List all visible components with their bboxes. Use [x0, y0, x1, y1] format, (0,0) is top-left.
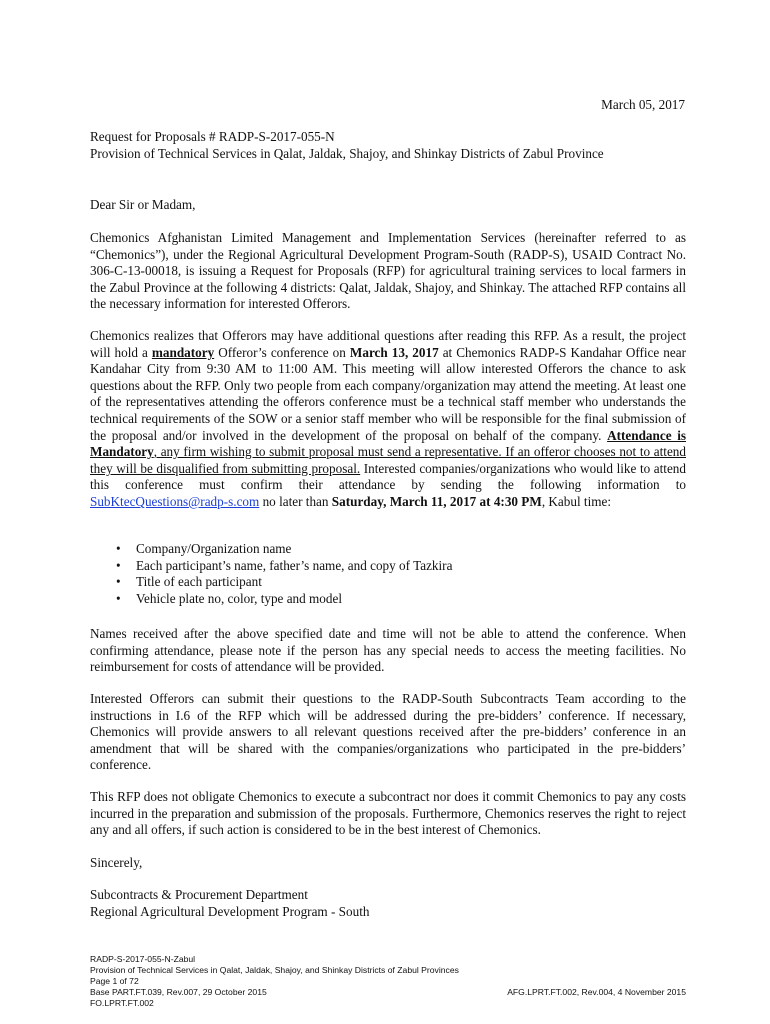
- obligation-paragraph: This RFP does not obligate Chemonics to execute a subcontract nor does it commit Chemonics to pay any costs incurred in the preparation and submission of the proposals. Furthermore, Chemonics reserves the right to reject any and all offers, if such action is considered to be in the best interest of Chemonics.: [90, 789, 686, 838]
- list-item: • Each participant’s name, father’s name, and copy of Tazkira: [90, 558, 686, 575]
- footer-ref: RADP-S-2017-055-N-Zabul: [90, 954, 196, 964]
- mandatory-emphasis: mandatory: [151, 344, 215, 360]
- conference-date: March 13, 2017: [349, 344, 439, 360]
- text-run: no later than: [259, 493, 332, 509]
- text-run: Offeror’s conference on: [214, 344, 350, 360]
- page-footer: [90, 954, 686, 1009]
- deadline: Saturday, March 11, 2017 at 4:30 PM: [331, 493, 542, 509]
- letter-date: March 05, 2017: [601, 97, 685, 112]
- list-item: • Title of each participant: [90, 574, 686, 591]
- footer-form-id: FO.LPRT.FT.002: [90, 998, 154, 1008]
- list-item: • Vehicle plate no, color, type and model: [90, 591, 686, 608]
- signature-department: Subcontracts & Procurement Department: [90, 887, 308, 902]
- letter-header: [90, 129, 686, 162]
- conference-paragraph: [90, 328, 686, 511]
- intro-paragraph: Chemonics Afghanistan Limited Management and Implementation Services (hereinafter referred to as “Chemonics”), under the Regional Agricultural Development Program-South (RADP-S), USAID Contract No. 306-C-13-00018, is issuing a Request for Proposals (RFP) for agricultural training services to local farmers in the Zabul Province at the following 4 districts: Qalat, Jaldak, Shajoy, and Shinkay. The attached RFP contains all the necessary information for interested Offerors.: [90, 230, 686, 312]
- list-item: • Company/Organization name: [90, 541, 686, 558]
- salutation: Dear Sir or Madam,: [90, 197, 196, 212]
- email-link[interactable]: SubKtecQuestions@radp-s.com: [90, 493, 260, 509]
- late-names-paragraph: Names received after the above specified date and time will not be able to attend the conference. When confirming attendance, please note if the person has any special needs to access the meeting facilities. No reimbursement for costs of attendance will be provided.: [90, 626, 686, 675]
- text-run: , Kabul time:: [541, 493, 612, 509]
- text-run: Interested companies/organizations who would like to attend this conference must confirm their attendance by sending the following information to: [90, 460, 686, 493]
- closing: Sincerely,: [90, 855, 143, 870]
- attendance-mandatory: Attendance is Mandatory: [90, 427, 687, 460]
- footer-title: Provision of Technical Services in Qalat, Jaldak, Shajoy, and Shinkay Districts of Zabul Provinces: [90, 965, 459, 975]
- required-info-list: [90, 541, 686, 607]
- text-run: Chemonics realizes that Offerors may have additional questions after reading this RFP. As a result, the project will hold a: [90, 328, 686, 360]
- signature-block: [90, 887, 686, 920]
- footer-afg-revision: AFG.LPRT.FT.002, Rev.004, 4 November 2015: [507, 987, 686, 997]
- rfp-number: Request for Proposals # RADP-S-2017-055-N: [90, 129, 335, 144]
- footer-page-number: Page 1 of 72: [90, 976, 139, 986]
- rfp-subject: Provision of Technical Services in Qalat, Jaldak, Shajoy, and Shinkay Districts of Zabul Province: [90, 145, 604, 161]
- footer-revision-row: [90, 987, 686, 998]
- disqualification-notice: , any firm wishing to submit proposal must send a representative. If an offeror chooses not to attend they will be disqualified from submitting proposal.: [90, 444, 686, 476]
- signature-program: Regional Agricultural Development Program - South: [90, 903, 370, 919]
- footer-base-revision: Base PART.FT.039, Rev.007, 29 October 2015: [90, 987, 267, 997]
- text-run: at Chemonics RADP-S Kandahar Office near Kandahar City from 9:30 AM to 11:00 AM. This meeting will allow interested Offerors the chance to ask questions about the RFP. Only two people from each company/organization may attend the meeting. At least one of the representatives attending the offerors conference must be a technical staff member who understands the technical requirements of the SOW or a senior staff member who will be responsible for the final submission of the proposal and/or involved in the development of the proposal on behalf of the company.: [90, 344, 686, 443]
- questions-paragraph: Interested Offerors can submit their questions to the RADP-South Subcontracts Team according to the instructions in I.6 of the RFP which will be addressed during the pre-bidders’ conference. If necessary, Chemonics will provide answers to all relevant questions received after the pre-bidders’ conference in an amendment that will be shared with the companies/organizations who participated in the pre-bidders’ conference.: [90, 691, 686, 773]
